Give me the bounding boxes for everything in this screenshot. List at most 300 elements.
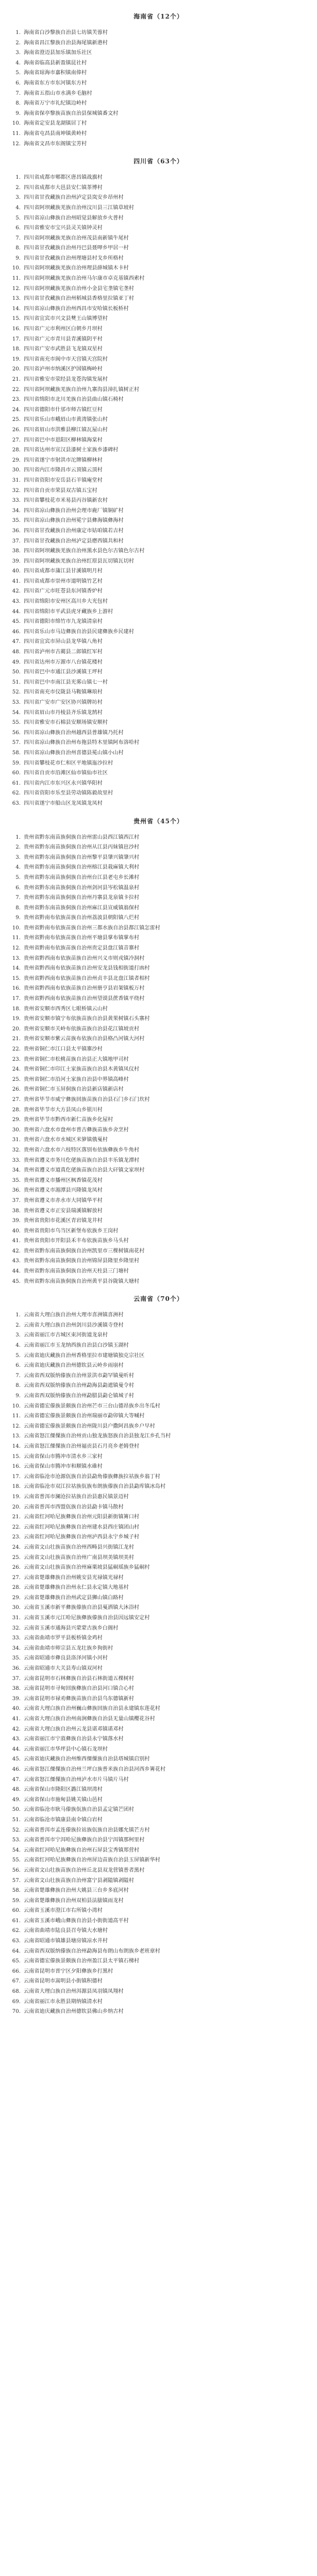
village-list-item — [9, 708, 308, 718]
village-list-item — [9, 1044, 308, 1055]
village-name: 四川省遂宁市射洪市沱牌镇柳林村 — [24, 457, 103, 463]
village-name: 四川省凉山彝族自治州越西县普雄镇乃托村 — [24, 730, 124, 736]
village-name: 四川省攀枝花市仁和区平地镇迤沙拉村 — [24, 760, 113, 766]
village-list-item — [9, 853, 308, 863]
item-number: 60. — [12, 1908, 21, 1914]
village-name: 贵州省黔南布依族苗族自治州贵定县盘江镇音寨村 — [24, 945, 140, 952]
item-number: 14. — [12, 1443, 21, 1449]
village-name: 四川省阿坝藏族羌族自治州马尔康市卓克基镇西索村 — [24, 276, 145, 282]
village-name: 四川省宜宾市屏山县龙华镇八角村 — [24, 639, 103, 645]
village-list-item — [9, 1553, 308, 1563]
village-name: 云南省怒江傈僳族自治州贡山独龙族怒族自治县独龙江乡孔当村 — [24, 1433, 171, 1439]
village-name: 海南省东方市东河镇东方村 — [24, 80, 87, 86]
item-number: 56. — [12, 730, 21, 736]
village-name: 云南省玉溪市通海县兴蒙蒙古族乡白阁村 — [24, 1625, 119, 1631]
village-name: 海南省万宁市礼纪镇边岭村 — [24, 100, 87, 107]
village-list-item — [9, 1401, 308, 1412]
village-name: 贵州省六盘水市六枝特区落别布依族彝族乡牛角村 — [24, 1147, 140, 1153]
item-number: 59. — [12, 760, 21, 766]
item-number: 35. — [12, 518, 21, 524]
village-name: 云南省文山壮族苗族自治州丘北县双龙营镇普者黑村 — [24, 1867, 145, 1873]
village-list-item — [9, 1714, 308, 1724]
item-number: 29. — [12, 1117, 21, 1123]
village-list-item — [9, 677, 308, 688]
village-list-item — [9, 617, 308, 627]
village-name: 四川省泸州市纳溪区护国镇梅岭村 — [24, 366, 103, 372]
village-name: 贵州省遵义市道真仡佬族苗族自治县大矸镇文家坝村 — [24, 1167, 145, 1174]
village-name: 四川省成都市蒲江县甘溪镇明月村 — [24, 568, 103, 574]
province-section — [9, 154, 308, 808]
village-name: 云南省昆明市石林彝族自治县石林街道五棵树村 — [24, 1675, 134, 1682]
village-name: 四川省巴中市南江县光雾山镇七一村 — [24, 679, 108, 685]
village-list-item — [9, 1176, 308, 1186]
item-number: 50. — [12, 1807, 21, 1813]
item-number: 5. — [15, 70, 21, 76]
village-list-item — [9, 1744, 308, 1755]
village-list-item — [9, 1734, 308, 1744]
item-number: 43. — [12, 599, 21, 605]
village-name: 云南省文山壮族苗族自治州麻栗坡县猛硐瑶族乡猛硐村 — [24, 1565, 150, 1571]
item-number: 40. — [12, 568, 21, 574]
village-name: 四川省泸州市古蔺县二郎镇红军村 — [24, 649, 103, 655]
village-list-item — [9, 984, 308, 994]
village-name: 云南省红河哈尼族彝族自治州元阳县新街镇箐口村 — [24, 1514, 140, 1520]
item-number: 27. — [12, 1574, 21, 1581]
village-name: 云南省怒江傈僳族自治州泸水市片马镇片马村 — [24, 1776, 129, 1783]
village-list-item — [9, 1462, 308, 1472]
village-name: 四川省凉山彝族自治州昭觉县解放乡火普村 — [24, 215, 124, 221]
village-list-item — [9, 1196, 308, 1206]
village-list-item — [9, 38, 308, 48]
village-list-item — [9, 233, 308, 244]
village-name: 云南省临沧市耿马傣族佤族自治县孟定镇芒团村 — [24, 1807, 134, 1813]
village-list-item — [9, 1341, 308, 1351]
item-number: 24. — [12, 406, 21, 413]
item-number: 39. — [12, 1218, 21, 1224]
item-number: 22. — [12, 386, 21, 393]
village-name: 云南省玉溪市元江哈尼族彝族傣族自治县因远镇安定村 — [24, 1615, 150, 1621]
village-name: 云南省普洱市宁洱哈尼族彝族自治县宁洱镇那柯里村 — [24, 1837, 145, 1843]
village-list-item — [9, 304, 308, 314]
item-number: 10. — [12, 1403, 21, 1409]
item-number: 61. — [12, 780, 21, 786]
village-list-item — [9, 994, 308, 1004]
item-number: 3. — [15, 854, 21, 860]
item-number: 42. — [12, 1726, 21, 1732]
village-name: 云南省普洱市孟连傣族拉祜族佤族自治县娜允镇芒方村 — [24, 1827, 150, 1833]
village-name: 云南省丽江市宁蒗彝族自治县永宁镇落水村 — [24, 1736, 124, 1742]
item-number: 23. — [12, 1534, 21, 1540]
village-list-item — [9, 1946, 308, 1957]
village-list-item — [9, 435, 308, 446]
village-name: 四川省广元市旺苍县东河镇香炉村 — [24, 588, 103, 595]
village-name: 贵州省铜仁市沿河土家族自治县中界镇高峰村 — [24, 1076, 129, 1082]
village-name: 云南省红河哈尼族彝族自治州建水县西庄镇团山村 — [24, 1524, 140, 1530]
province-section — [9, 814, 308, 1287]
item-number: 54. — [12, 709, 21, 716]
item-number: 14. — [12, 965, 21, 972]
village-name: 云南省德宏傣族景颇族自治州瑞丽市勐卯镇大等喊村 — [24, 1413, 145, 1419]
village-list-item — [9, 1543, 308, 1553]
village-list-item — [9, 58, 308, 69]
village-list-item — [9, 89, 308, 99]
village-name: 云南省大理白族自治州南涧彝族自治县无量山镇樱花谷村 — [24, 1716, 155, 1722]
village-list-item — [9, 1125, 308, 1136]
village-name: 贵州省毕节市威宁彝族回族苗族自治县石门乡石门坎村 — [24, 1096, 150, 1103]
village-name: 四川省甘孜藏族自治州丹巴县聂呷乡甲居一村 — [24, 245, 129, 251]
village-name: 贵州省贵阳市乌当区新堡布依族乡王岗村 — [24, 1228, 119, 1234]
village-name: 贵州省黔西南布依族苗族自治州兴义市则戎镇冷洞村 — [24, 955, 145, 961]
item-number: 20. — [12, 1026, 21, 1032]
village-list-item — [9, 728, 308, 738]
village-list-item — [9, 1694, 308, 1704]
village-list-item — [9, 1664, 308, 1674]
village-name: 云南省丽江市永胜县期纳镇清水村 — [24, 1998, 103, 2005]
village-list-item — [9, 183, 308, 193]
village-name: 四川省自贡市沿滩区仙市镇仙市社区 — [24, 770, 108, 776]
village-name: 云南省西双版纳傣族自治州勐腊县勐仑镇城子村 — [24, 1393, 134, 1399]
village-list-item — [9, 334, 308, 345]
village-list-item — [9, 425, 308, 435]
village-list-item — [9, 1024, 308, 1035]
village-name: 海南省澄迈县加乐镇加乐社区 — [24, 50, 92, 56]
item-number: 17. — [12, 1473, 21, 1480]
village-name: 贵州省黔东南苗族侗族自治州从江县丙妹镇岜沙村 — [24, 844, 140, 851]
item-number: 7. — [15, 90, 21, 96]
item-number: 31. — [12, 1137, 21, 1143]
province-title: 海南省（12个） — [134, 13, 183, 20]
village-name: 云南省保山市腾冲市清水乡三家村 — [24, 1453, 103, 1460]
village-list-item — [9, 546, 308, 556]
village-name: 贵州省六盘水市盘州市普古彝族苗族乡舍烹村 — [24, 1127, 129, 1133]
village-list-item — [9, 963, 308, 974]
village-name: 云南省玉溪市澄江市右所镇小湾村 — [24, 1908, 103, 1914]
village-name: 云南省保山市隆阳区潞江镇坝湾村 — [24, 1787, 103, 1793]
item-number: 34. — [12, 1645, 21, 1651]
province-title: 云南省（70个） — [134, 1295, 183, 1303]
village-list-item — [9, 1976, 308, 1987]
village-name: 贵州省黔东南苗族侗族自治州锦屏县隆里乡隆里村 — [24, 1258, 140, 1264]
village-list-item — [9, 1431, 308, 1442]
item-number: 3. — [15, 50, 21, 56]
village-name: 贵州省铜仁市松桃苗族自治县正大镇地甲司村 — [24, 1056, 129, 1062]
village-list-item — [9, 263, 308, 274]
item-number: 25. — [12, 1076, 21, 1082]
item-number: 64. — [12, 1948, 21, 1954]
village-name: 四川省绵阳市平武县虎牙藏族乡上游村 — [24, 608, 113, 615]
village-list-item — [9, 385, 308, 395]
item-number: 1. — [15, 175, 21, 181]
item-number: 44. — [12, 608, 21, 615]
village-name: 四川省广元市利州区白朝乡月坝村 — [24, 326, 103, 332]
village-name: 云南省红河哈尼族彝族自治州泸西县永宁乡城子村 — [24, 1534, 140, 1540]
village-name: 四川省凉山彝族自治州喜德县冕山镇小山村 — [24, 750, 124, 756]
village-name: 贵州省毕节市大方县凤山乡银川村 — [24, 1107, 103, 1113]
item-number: 6. — [15, 80, 21, 86]
item-number: 26. — [12, 1087, 21, 1093]
village-name: 四川省成都市大邑县安仁镇茶博村 — [24, 184, 103, 191]
village-list-item — [9, 536, 308, 547]
village-name: 云南省楚雄彝族自治州大姚县三台乡多底河村 — [24, 1888, 129, 1894]
village-list-item — [9, 1421, 308, 1432]
village-name: 云南省曲靖市罗平县板桥镇金鸡村 — [24, 1635, 103, 1641]
village-list-item — [9, 1105, 308, 1115]
village-list-item — [9, 395, 308, 405]
village-list-item — [9, 1330, 308, 1341]
village-name: 海南省保亭黎族苗族自治县保城镇番文村 — [24, 110, 119, 116]
item-number: 10. — [12, 925, 21, 931]
item-number: 54. — [12, 1847, 21, 1853]
village-list-item — [9, 627, 308, 637]
village-name: 海南省白沙黎族自治县七坊镇芙蓉村 — [24, 30, 108, 36]
village-list-item — [9, 1684, 308, 1694]
village-list-item — [9, 657, 308, 668]
village-list-item — [9, 1256, 308, 1266]
village-list-item — [9, 213, 308, 224]
item-number: 53. — [12, 700, 21, 705]
village-list-item — [9, 954, 308, 964]
item-number: 2. — [15, 184, 21, 191]
province-section — [9, 1292, 308, 2017]
village-list-item — [9, 1603, 308, 1613]
item-number: 46. — [12, 629, 21, 635]
village-list-item — [9, 1613, 308, 1623]
village-list-item — [9, 364, 308, 375]
item-number: 1. — [15, 1312, 21, 1318]
item-number: 2. — [15, 40, 21, 46]
village-name: 四川省资阳市乐至县劳动镇陈毅故里村 — [24, 790, 113, 796]
item-number: 11. — [12, 935, 21, 941]
village-name: 四川省自贡市荣县双古镇五宝村 — [24, 487, 97, 494]
item-number: 13. — [12, 1433, 21, 1439]
village-list-item — [9, 465, 308, 476]
item-number: 63. — [12, 800, 21, 806]
village-name: 贵州省黔东南苗族侗族自治州黄平县谷陇镇大塘村 — [24, 1278, 140, 1284]
village-list-item — [9, 203, 308, 213]
item-number: 11. — [12, 130, 21, 137]
village-name: 四川省甘孜藏族自治州稻城县香格里拉镇亚丁村 — [24, 296, 134, 302]
village-list-item — [9, 1674, 308, 1684]
item-number: 12. — [12, 1423, 21, 1429]
village-list-item — [9, 1967, 308, 1977]
village-name: 四川省攀枝花市米易县丙谷镇新农村 — [24, 498, 108, 504]
item-number: 23. — [12, 1056, 21, 1062]
item-number: 9. — [15, 1393, 21, 1399]
item-number: 18. — [12, 1006, 21, 1012]
village-list-item — [9, 1623, 308, 1634]
village-name: 云南省迪庆藏族自治州维西傈僳族自治县塔城镇启别村 — [24, 1756, 150, 1762]
village-list-item — [9, 1482, 308, 1492]
village-list-item — [9, 1855, 308, 1866]
village-list-item — [9, 1226, 308, 1236]
item-number: 16. — [12, 1464, 21, 1470]
village-name: 贵州省黔西南布依族苗族自治州安龙县钱相街道打凼村 — [24, 965, 150, 972]
item-number: 23. — [12, 397, 21, 403]
village-list-item — [9, 586, 308, 597]
village-list-item — [9, 243, 308, 253]
item-number: 29. — [12, 457, 21, 463]
village-list-item — [9, 566, 308, 577]
item-number: 42. — [12, 588, 21, 595]
item-number: 37. — [12, 1197, 21, 1204]
village-name: 云南省迪庆藏族自治州德钦县云岭乡雨崩村 — [24, 1363, 124, 1369]
item-number: 70. — [12, 2009, 21, 2015]
village-name: 贵州省安顺市西秀区七眼桥镇云山村 — [24, 1006, 108, 1012]
item-number: 45. — [12, 1278, 21, 1284]
item-number: 25. — [12, 417, 21, 423]
village-name: 贵州省黔南布依族苗族自治州荔波县朝阳镇八烂村 — [24, 915, 140, 921]
item-number: 36. — [12, 1188, 21, 1194]
item-number: 1. — [15, 834, 21, 840]
village-name: 四川省内江市东兴区永兴镇华阳村 — [24, 780, 103, 786]
village-name: 云南省保山市腾冲市和顺镇水碓村 — [24, 1464, 103, 1470]
item-number: 35. — [12, 1177, 21, 1183]
item-number: 41. — [12, 1238, 21, 1244]
village-list-item — [9, 1371, 308, 1381]
item-number: 43. — [12, 1258, 21, 1264]
item-number: 67. — [12, 1978, 21, 1985]
village-name: 四川省达州市宣汉县漆树土家族乡漆碑村 — [24, 447, 119, 453]
village-name: 云南省西双版纳傣族自治州勐海县勐遮镇曼令村 — [24, 1383, 134, 1389]
village-name: 贵州省黔东南苗族侗族自治州丹寨县龙泉镇卡拉村 — [24, 895, 140, 901]
item-number: 48. — [12, 649, 21, 655]
item-number: 9. — [15, 255, 21, 261]
item-number: 11. — [12, 1413, 21, 1419]
village-list-item — [9, 1522, 308, 1533]
village-name: 四川省凉山彝族自治州冕宁县彝海镇彝海村 — [24, 518, 124, 524]
village-name: 四川省南充市仪陇县马鞍镇琳琅村 — [24, 689, 103, 696]
village-list-item — [9, 974, 308, 984]
item-number: 37. — [12, 538, 21, 544]
item-number: 24. — [12, 1544, 21, 1550]
item-number: 3. — [15, 195, 21, 201]
village-list-item — [9, 1532, 308, 1543]
village-list-item — [9, 2007, 308, 2017]
item-number: 6. — [15, 885, 21, 891]
item-number: 42. — [12, 1248, 21, 1254]
item-number: 60. — [12, 770, 21, 776]
item-number: 15. — [12, 1453, 21, 1460]
village-name: 云南省曲靖市师宗县五龙壮族乡狗街村 — [24, 1645, 113, 1651]
village-name: 贵州省铜仁市江口县太平镇寨沙村 — [24, 1046, 103, 1052]
village-name: 贵州省遵义市务川仡佬族苗族自治县丰乐镇龙潭村 — [24, 1157, 140, 1163]
item-number: 34. — [12, 507, 21, 514]
village-name: 四川省巴中市通江县沙溪镇王坪村 — [24, 669, 103, 675]
village-list-item — [9, 344, 308, 354]
village-name: 四川省阿坝藏族羌族自治州九寨沟县漳扎镇树正村 — [24, 386, 140, 393]
village-name: 四川省广安市武胜县飞龙镇双星村 — [24, 346, 103, 352]
item-number: 30. — [12, 467, 21, 473]
village-name: 四川省资阳市安岳县石羊镇庵堂村 — [24, 477, 103, 483]
village-list-item — [9, 698, 308, 708]
village-name: 云南省昭通市彝良县洛泽河镇小河村 — [24, 1655, 108, 1662]
village-list-item — [9, 577, 308, 587]
village-name: 四川省乐山市峨眉山市黄湾镇张山村 — [24, 417, 108, 423]
village-name: 四川省甘孜藏族自治州泸定县岚安乡昂州村 — [24, 195, 124, 201]
village-name: 四川省阿坝藏族羌族自治州红原县瓦切镇瓦切村 — [24, 558, 134, 564]
item-number: 35. — [12, 1655, 21, 1662]
item-number: 46. — [12, 1766, 21, 1772]
village-name: 四川省阿坝藏族羌族自治州茂县南新镇牛尾村 — [24, 235, 129, 241]
village-list-item — [9, 687, 308, 698]
village-name: 贵州省黔东南苗族侗族自治州台江县老屯乡长滩村 — [24, 874, 140, 880]
province-section — [9, 9, 308, 149]
item-number: 4. — [15, 60, 21, 66]
village-list-item — [9, 476, 308, 486]
village-list-item — [9, 1805, 308, 1815]
village-name: 云南省大理白族自治州云龙县诺邓镇诺邓村 — [24, 1726, 124, 1732]
village-name: 云南省楚雄彝族自治州武定县狮山镇白路村 — [24, 1595, 124, 1601]
item-number: 7. — [15, 895, 21, 901]
village-list-item — [9, 738, 308, 748]
item-number: 51. — [12, 679, 21, 685]
item-number: 3. — [15, 1332, 21, 1338]
village-list-item — [9, 1926, 308, 1936]
village-list-item — [9, 1064, 308, 1075]
item-number: 61. — [12, 1918, 21, 1924]
village-name: 四川省成都市崇州市道明镇竹艺村 — [24, 578, 103, 584]
village-list-item — [9, 28, 308, 38]
village-list-item — [9, 1896, 308, 1906]
village-list-item — [9, 1411, 308, 1421]
village-list-item — [9, 758, 308, 769]
village-name: 云南省楚雄彝族自治州姚安县光禄镇光禄村 — [24, 1574, 124, 1581]
item-number: 43. — [12, 1736, 21, 1742]
village-list-item — [9, 1987, 308, 1997]
item-number: 29. — [12, 1595, 21, 1601]
item-number: 2. — [15, 844, 21, 851]
village-list-item — [9, 354, 308, 365]
village-list-item — [9, 506, 308, 516]
item-number: 16. — [12, 986, 21, 992]
village-list-item — [9, 1004, 308, 1014]
village-list-item — [9, 1055, 308, 1065]
item-number: 20. — [12, 1504, 21, 1510]
item-number: 59. — [12, 1897, 21, 1904]
village-list-item — [9, 1563, 308, 1573]
item-number: 58. — [12, 750, 21, 756]
item-number: 36. — [12, 1666, 21, 1672]
village-name: 四川省甘孜藏族自治州泸定县磨西镇共和村 — [24, 538, 124, 544]
village-name: 云南省大理白族自治州大理市喜洲镇喜洲村 — [24, 1312, 124, 1318]
village-name: 云南省德宏傣族景颇族自治州盈江县太平镇石梯村 — [24, 1958, 140, 1964]
item-number: 69. — [12, 1998, 21, 2005]
village-list-item — [9, 768, 308, 778]
item-number: 25. — [12, 1554, 21, 1561]
item-number: 22. — [12, 1046, 21, 1052]
village-list-item — [9, 1034, 308, 1044]
village-name: 云南省怒江傈僳族自治州兰坪白族普米族自治县河西乡箐花村 — [24, 1766, 166, 1772]
village-name: 云南省大理白族自治州洱源县凤羽镇凤翔村 — [24, 1989, 124, 1995]
village-list-item — [9, 1835, 308, 1845]
village-name: 贵州省铜仁市印江土家族苗族自治县木黄镇凤仪村 — [24, 1066, 140, 1073]
village-list-item — [9, 923, 308, 934]
village-list-item — [9, 903, 308, 913]
village-list-item — [9, 933, 308, 943]
village-list-item — [9, 1165, 308, 1176]
village-name: 云南省西双版纳傣族自治州勐海县布朗山布朗族乡老班章村 — [24, 1948, 160, 1954]
item-number: 30. — [12, 1605, 21, 1611]
village-name: 云南省德宏傣族景颇族自治州芒市三台山德昂族乡出冬瓜村 — [24, 1403, 160, 1409]
item-number: 52. — [12, 1827, 21, 1833]
village-name: 四川省成都市郫都区唐昌镇战旗村 — [24, 175, 103, 181]
village-list-item — [9, 1075, 308, 1085]
village-name: 四川省南充市阆中市天宫镇天宫院村 — [24, 356, 108, 362]
village-list-item — [9, 788, 308, 799]
village-list-item — [9, 193, 308, 203]
item-number: 28. — [12, 1585, 21, 1591]
item-number: 38. — [12, 548, 21, 554]
